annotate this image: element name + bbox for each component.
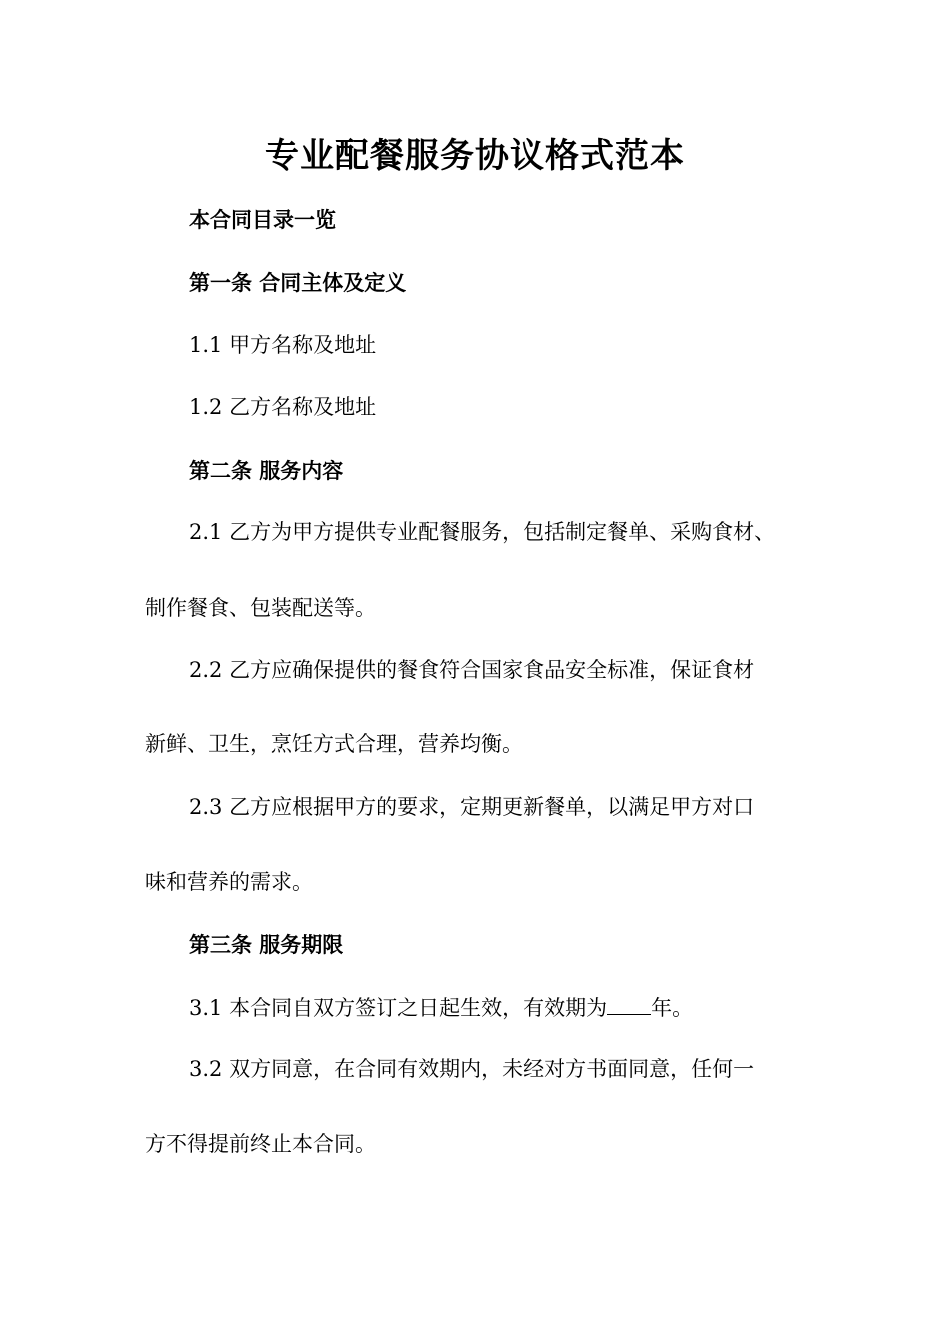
- article1-heading: 第一条 合同主体及定义: [189, 270, 407, 295]
- fill-in-blank: [607, 996, 651, 1015]
- article3-item2-line2: 方不得提前终止本合同。: [145, 1132, 376, 1156]
- article2-item1-line2: 制作餐食、包装配送等。: [145, 596, 376, 620]
- document-title: 专业配餐服务协议格式范本: [265, 136, 685, 176]
- article2-heading: 第二条 服务内容: [189, 458, 344, 483]
- toc-heading: 本合同目录一览: [189, 207, 336, 232]
- article2-item1-line1: 2.1 乙方为甲方提供专业配餐服务，包括制定餐单、采购食材、: [189, 520, 776, 544]
- article2-item2-line1: 2.2 乙方应确保提供的餐食符合国家食品安全标准，保证食材: [189, 658, 755, 682]
- article3-heading: 第三条 服务期限: [189, 932, 344, 957]
- article3-item1-text: 3.1 本合同自双方签订之日起生效，有效期为: [189, 996, 608, 1020]
- article3-item1-suffix: 年。: [651, 996, 694, 1020]
- article3-item1: [189, 996, 693, 1019]
- article1-item-2: 1.2 乙方名称及地址: [189, 395, 377, 419]
- article2-item3-line1: 2.3 乙方应根据甲方的要求，定期更新餐单，以满足甲方对口: [189, 795, 755, 819]
- article2-item3-line2: 味和营养的需求。: [145, 870, 313, 894]
- article2-item2-line2: 新鲜、卫生，烹饪方式合理，营养均衡。: [145, 732, 523, 756]
- article1-item-1: 1.1 甲方名称及地址: [189, 333, 377, 357]
- article3-item2-line1: 3.2 双方同意，在合同有效期内，未经对方书面同意，任何一: [189, 1057, 755, 1081]
